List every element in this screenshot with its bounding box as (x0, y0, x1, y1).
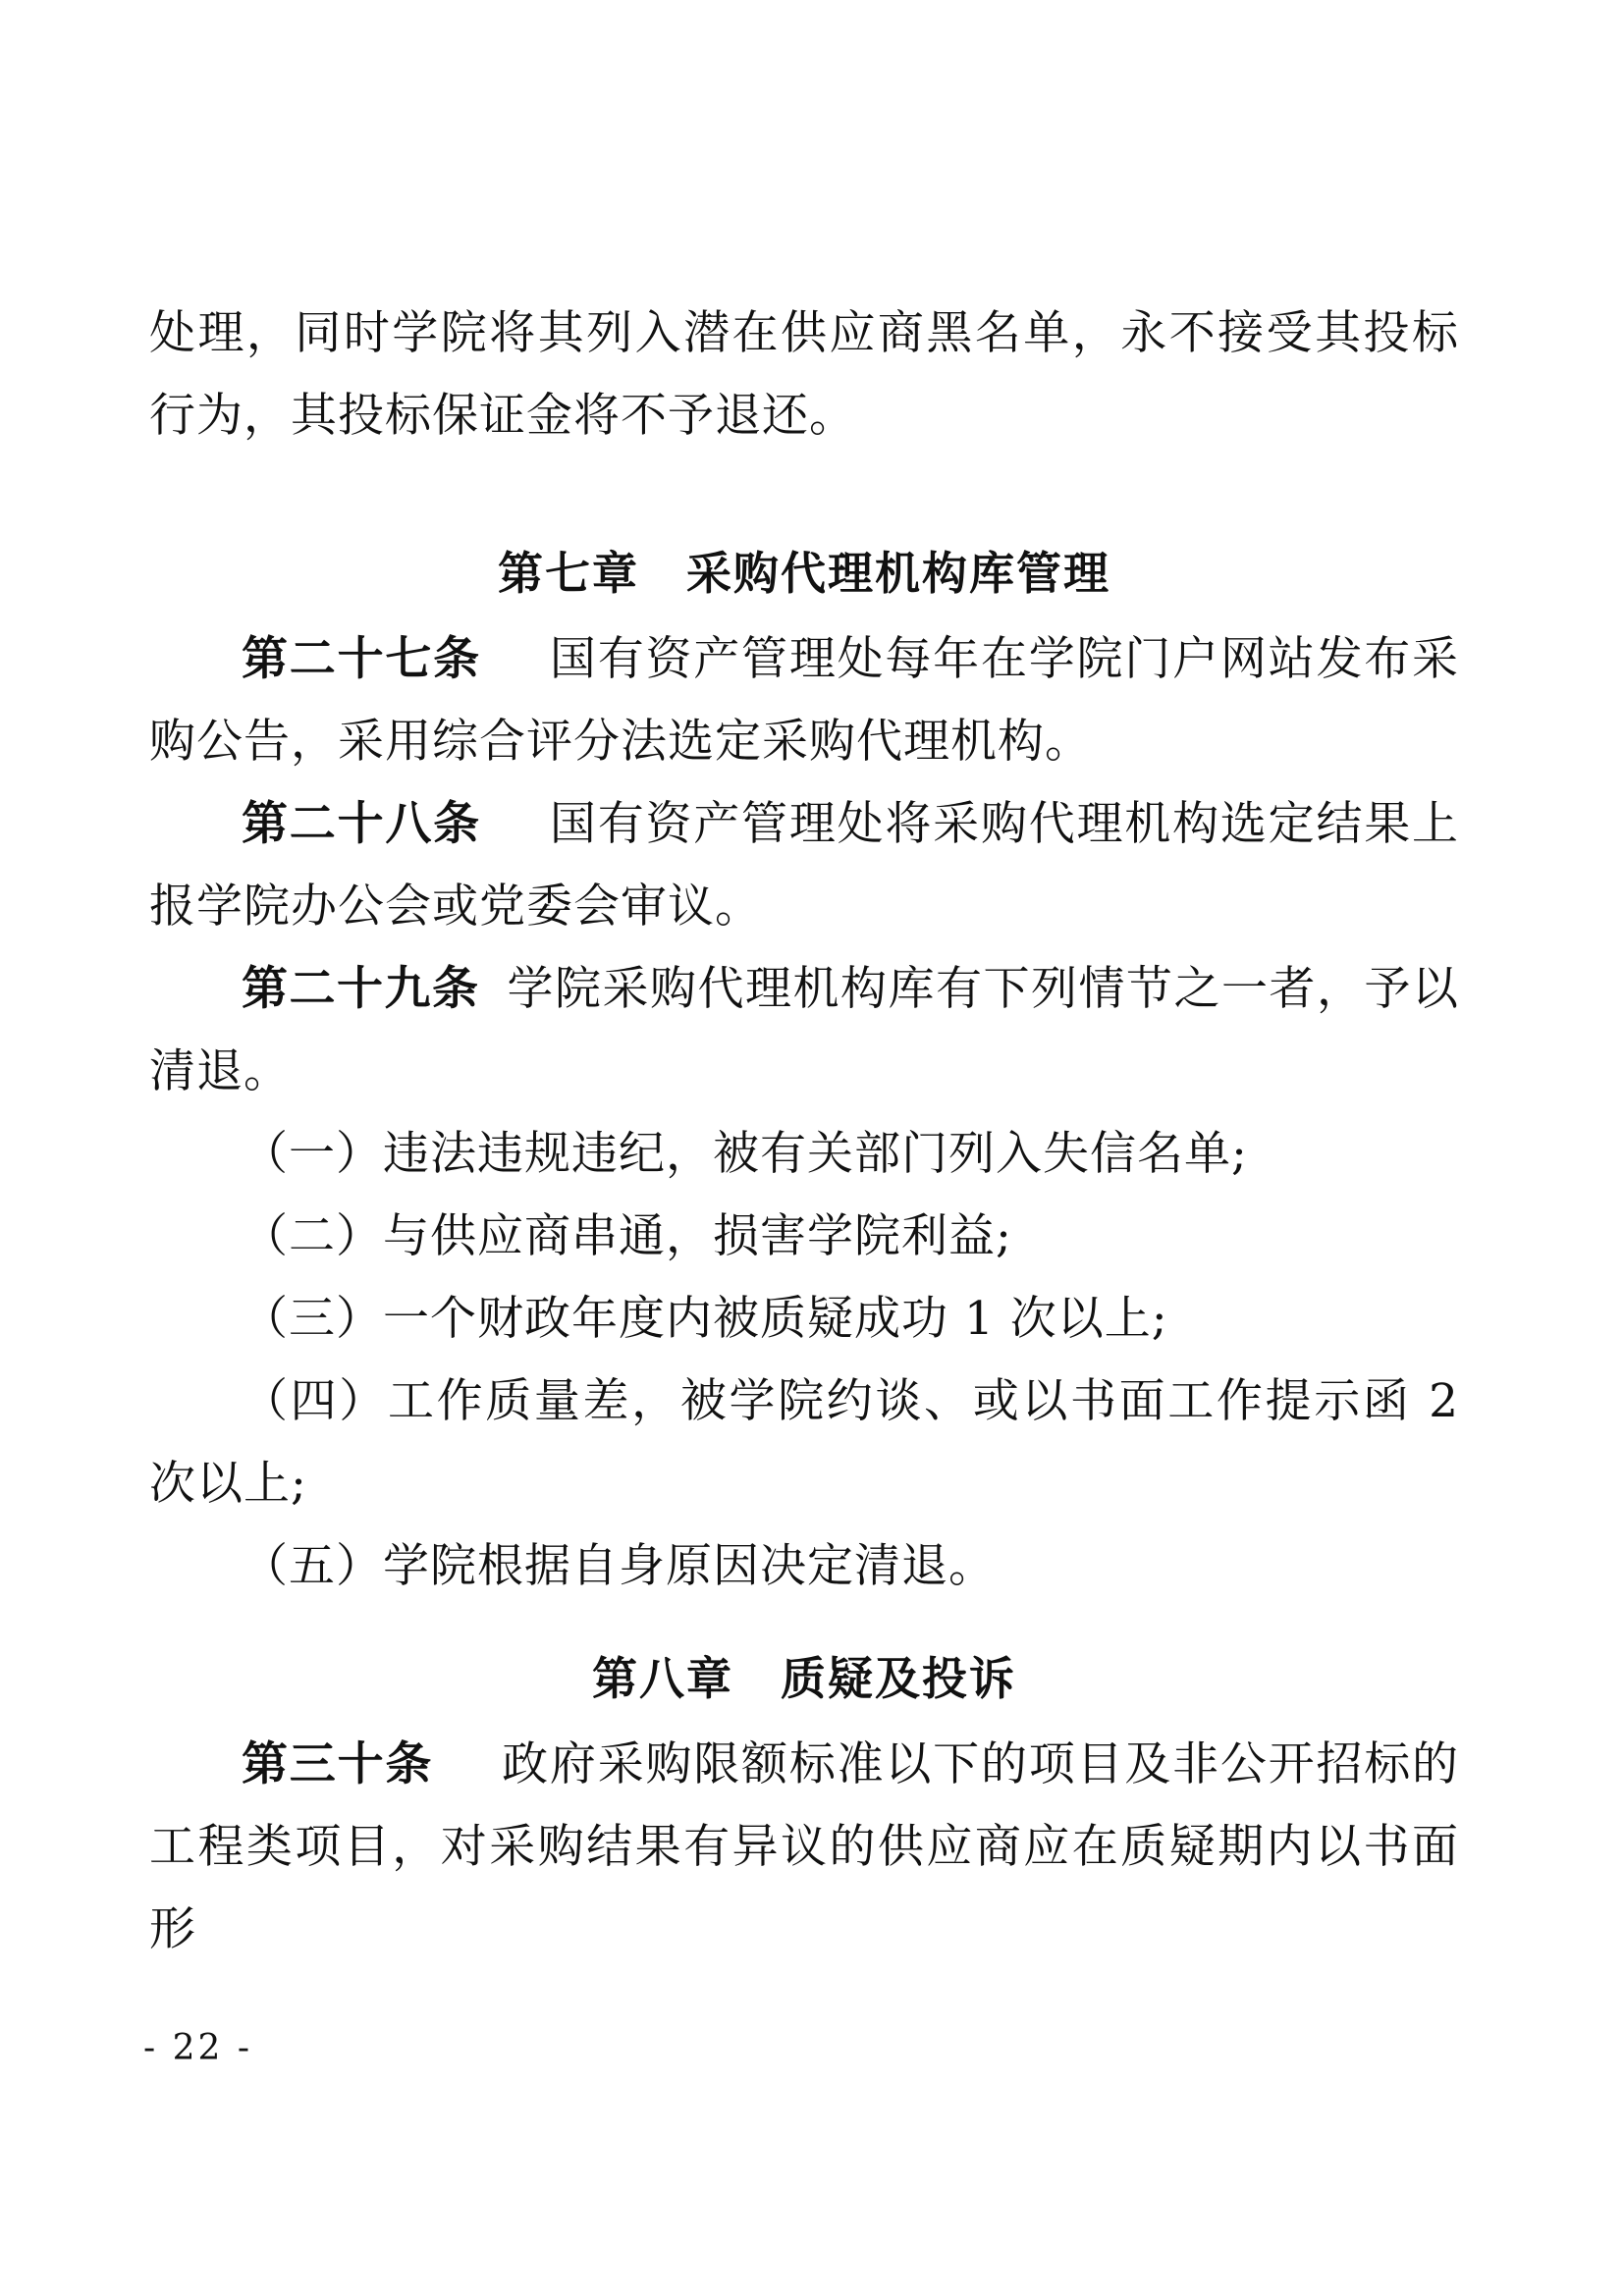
article-29-text: 学院采购代理机构库有下列情节之一者，予以清退。 (149, 962, 1459, 1098)
list-item-1: （一）违法违规违纪，被有关部门列入失信名单; (242, 1127, 1248, 1181)
page-number: - 22 - (143, 2028, 253, 2068)
article-30-paragraph (149, 1724, 1459, 1971)
paragraph-continuation: 处理，同时学院将其列入潜在供应商黑名单，永不接受其投标行为，其投标保证金将不予退还。 (149, 306, 1459, 443)
list-item-2: （二）与供应商串通，损害学院利益; (242, 1209, 1012, 1263)
article-30-text: 政府采购限额标准以下的项目及非公开招标的工程类项目，对采购结果有异议的供应商应在质疑期内以书面形 (149, 1737, 1460, 1956)
list-item-3: （三）一个财政年度内被质疑成功 1 次以上; (242, 1292, 1168, 1346)
article-30-label: 第三十条 (242, 1737, 434, 1791)
article-28-label: 第二十八条 (242, 797, 481, 851)
list-item-5: （五）学院根据自身原因决定清退。 (242, 1539, 996, 1593)
article-27-paragraph (149, 618, 1459, 783)
list-item-4: （四）工作质量差，被学院约谈、或以书面工作提示函 2 次以上; (149, 1374, 1459, 1511)
article-27-text: 国有资产管理处每年在学院门户网站发布采购公告，采用综合评分法选定采购代理机构。 (149, 632, 1460, 769)
page-content (149, 0, 1459, 1971)
article-27-label: 第二十七条 (242, 632, 481, 686)
article-29-label: 第二十九条 (242, 962, 480, 1016)
chapter-8-heading: 第八章 质疑及投诉 (592, 1652, 1016, 1705)
article-29-paragraph (149, 948, 1459, 1113)
article-28-text: 国有资产管理处将采购代理机构选定结果上报学院办公会或党委会审议。 (149, 797, 1460, 934)
article-28-paragraph (149, 783, 1459, 948)
chapter-7-heading: 第七章 采购代理机构库管理 (498, 547, 1110, 600)
